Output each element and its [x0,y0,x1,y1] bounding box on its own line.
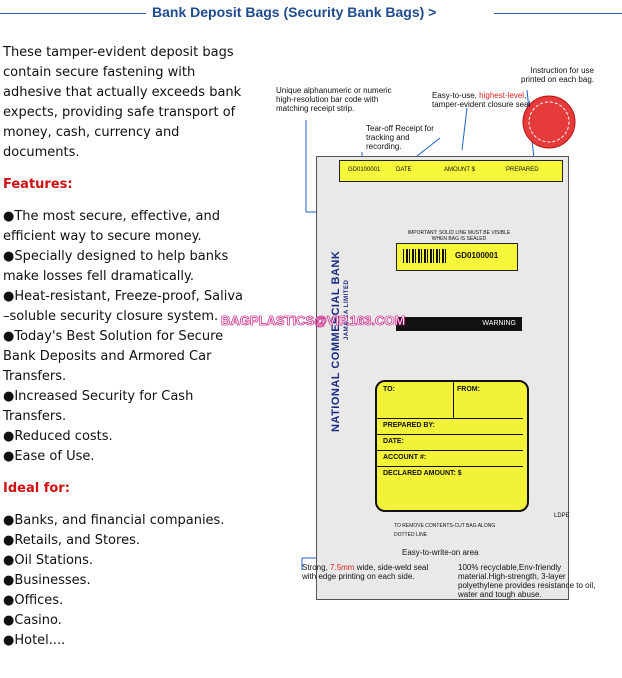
annotation-instruction: Instruction for use printed on each bag. [521,66,594,84]
ideal-item: ●Retails, and Stores. [3,533,140,548]
feature-item: ●Reduced costs. [3,429,113,444]
annotation-strong-b: wide, side-weld seal with edge printing on each side. [302,563,429,581]
ideal-item: ●Businesses. [3,573,91,588]
important-note: IMPORTANT: SOLID LINE MUST BE VISIBLE WHEN BAG IS SEALED [407,230,511,242]
form-date: DATE: [383,438,404,445]
form-from: FROM: [457,386,480,393]
barcode-label [396,243,518,271]
ideal-item: ●Banks, and financial companies. [3,513,225,528]
annotation-barcode: Unique alphanumeric or numeric high-resolution bar code with matching receipt strip. [276,86,392,113]
ideal-item: ●Casino. [3,613,62,628]
strip-date: DATE [396,167,412,173]
page-title[interactable]: Bank Deposit Bags (Security Bank Bags) > [152,4,437,20]
warning-bar: WARNING [396,317,522,331]
ideal-heading: Ideal for: [3,481,70,496]
annotation-strong-highlight: 7.5mm [330,563,355,572]
feature-item: ●The most secure, effective, and efficient way to secure money. [3,209,220,244]
feature-item: ●Increased Security for Cash Transfers. [3,389,194,424]
ideal-item: ●Hotel.... [3,633,66,648]
bank-name: NATIONAL COMMERCIAL BANK [330,250,342,432]
page-header [0,0,622,26]
header-rule-right [494,13,622,14]
bag-diagram [262,60,622,620]
ideal-item: ●Offices. [3,593,64,608]
strip-amount: AMOUNT $ [444,167,475,173]
form-to: TO: [383,386,395,393]
feature-item: ●Specially designed to help banks make losses fell dramatically. [3,249,229,284]
email-watermark: BAGPLASTICS@VIP.163.COM [221,313,406,328]
feature-item: ●Ease of Use. [3,449,95,464]
remove-note: TO REMOVE CONTENTS-CUT BAG ALONG DOTTED LINE [394,523,496,538]
barcode-icon [403,249,447,263]
form-declared: DECLARED AMOUNT: $ [383,470,462,477]
strip-prepared: PREPARED [506,167,539,173]
annotation-seal-b: , tamper-evident closure seal [432,91,531,109]
form-prepared-by: PREPARED BY: [383,422,435,429]
annotation-seal-a: Easy-to-use, [432,91,480,100]
annotation-seal-width [302,563,432,581]
ldpe-label: LDPE [554,513,570,519]
ideal-item: ●Oil Stations. [3,553,94,568]
description-column [3,43,253,651]
annotation-write-area: Easy-to-write-on area [402,548,479,557]
annotation-recyclable: 100% recyclable,Env-friendly material.High-strength, 3-layer polyethylene provides resistance to oil, water and tough abuse. [458,563,596,599]
write-on-form [375,380,529,512]
annotation-seal-highlight: highest-level [479,91,525,100]
feature-item: ●Today's Best Solution for Secure Bank Deposits and Armored Car Transfers. [3,329,224,384]
annotation-strong-a: Strong, [302,563,331,572]
annotation-closure-seal [432,91,552,109]
receipt-strip [339,160,563,182]
annotation-tearoff: Tear-off Receipt for tracking and recording. [366,124,434,151]
strip-code: GD0100001 [348,167,381,173]
features-heading: Features: [3,177,73,192]
bank-subname: JAMAICA LIMITED [344,279,350,340]
header-rule-left [0,13,146,14]
form-account: ACCOUNT #: [383,454,427,461]
feature-item: ●Heat-resistant, Freeze-proof, Saliva –soluble security closure system. [3,289,244,324]
intro-paragraph: These tamper-evident deposit bags contain secure fastening with adhesive that actually exceeds bank expects, providing safe transport of money, cash, currency and documents. [3,45,242,160]
barcode-number: GD0100001 [455,251,499,260]
